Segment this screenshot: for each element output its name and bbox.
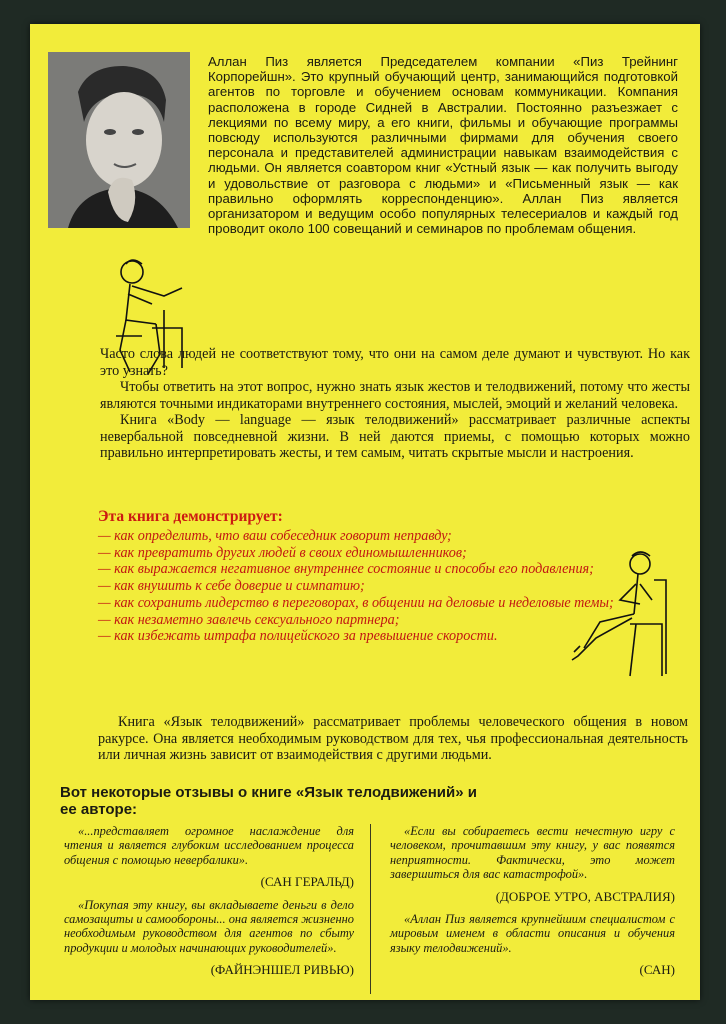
demo-item: — как превратить других людей в своих единомышленников; (98, 544, 467, 561)
demo-heading: Эта книга демонстрирует: (98, 508, 283, 525)
demo-item: — как внушить к себе доверие и симпатию; (98, 578, 365, 595)
demo-item: — как избежать штрафа полицейского за превышение скорости. (98, 628, 498, 645)
intro-paragraph-gestures: Чтобы ответить на этот вопрос, нужно знать язык жестов и телодвижений, потому что жесты являются точными индикаторами внутреннего состояния, мыслей, эмоций и желаний человека. (100, 379, 690, 412)
reviews-left-column (64, 824, 354, 986)
intro-paragraph-book: Книга «Body — language — язык телодвижений» рассматривает различные аспекты невербальной повседневной жизни. В ней даются приемы, с помощью которых можно правильно интерпретировать жесты, и тем самым, читать скрытые мысли и настроения. (100, 412, 690, 461)
intro-question: Часто слова людей не соответствуют тому, что они на самом деле думают и чувствуют. Но как это узнать? (100, 346, 690, 379)
review-quote: «...представляет огромное наслаждение для чтения и является глубоким исследованием процесса общения с помощью невербалики». (64, 824, 354, 867)
demo-list (98, 528, 628, 645)
review-quote: «Если вы собираетесь вести нечестную игру с человеком, прочитавшим эту книгу, у вас появятся неприятности. Фактически, это может завершиться для вас катастрофой». (390, 824, 675, 882)
reviews-heading: Вот некоторые отзывы о книге «Язык телодвижений» и ее авторе: (60, 784, 477, 818)
column-divider (370, 824, 371, 994)
author-bio: Аллан Пиз является Председателем компании «Пиз Трейнинг Корпорейшн». Это крупный обучающий центр, занимающийся подготовкой агентов по торговле и обучением основам коммуникации. Компания расположена в городе Сидней в Австралии. Постоянно разъезжает с лекциями по всему миру, а его книги, фильмы и обучающие программы повсюду используются различными фирмами для обучения своего персонала и представителей администрации навыкам взаимодействия с людьми. Он является соавтором книг «Устный язык — как получить выгоду и удовольствие от разговора с людьми» и «Письменный язык — как правильно оформлять корреспонденцию». Аллан Пиз является организатором и ведущим особо популярных телесериалов и каждый год проводит около 100 совещаний и семинаров по проблемам общения. (208, 54, 678, 237)
review-source: (ДОБРОЕ УТРО, АВСТРАЛИЯ) (495, 888, 675, 904)
review-source: (САН ГЕРАЛЬД) (260, 874, 354, 890)
book-back-cover (30, 24, 700, 1000)
demo-item: — как незаметно завлечь сексуального партнера; (98, 611, 400, 628)
demo-item: — как определить, что ваш собеседник говорит неправду; (98, 528, 452, 544)
author-photo (48, 52, 190, 228)
intro-text (100, 346, 690, 462)
demo-item: — как выражается негативное внутреннее состояние и способы его подавления; (98, 561, 594, 578)
reviews-right-column (390, 824, 675, 986)
demo-item: — как сохранить лидерство в переговорах, в общении на деловые и неделовые темы; (98, 594, 614, 611)
review-quote: «Аллан Пиз является крупнейшим специалистом с мировым именем в области описания и обучения языку телодвижений». (390, 912, 675, 955)
review-source: (САН) (639, 962, 675, 978)
closing-paragraph: Книга «Язык телодвижений» рассматривает проблемы человеческого общения в новом ракурсе. Она является необходимым руководством для тех, чья профессиональная деятельность или личная жизнь зависит от взаимодействия с другими людьми. (98, 714, 688, 763)
review-source: (ФАЙНЭНШЕЛ РИВЬЮ) (210, 962, 354, 978)
review-quote: «Покупая эту книгу, вы вкладываете деньги в дело самозащиты и самообороны... она является жизненно необходимым руководством для агентов по сбыту продукции и молодых начинающих руководителей». (64, 897, 354, 955)
seated-woman-sketch (570, 544, 685, 684)
